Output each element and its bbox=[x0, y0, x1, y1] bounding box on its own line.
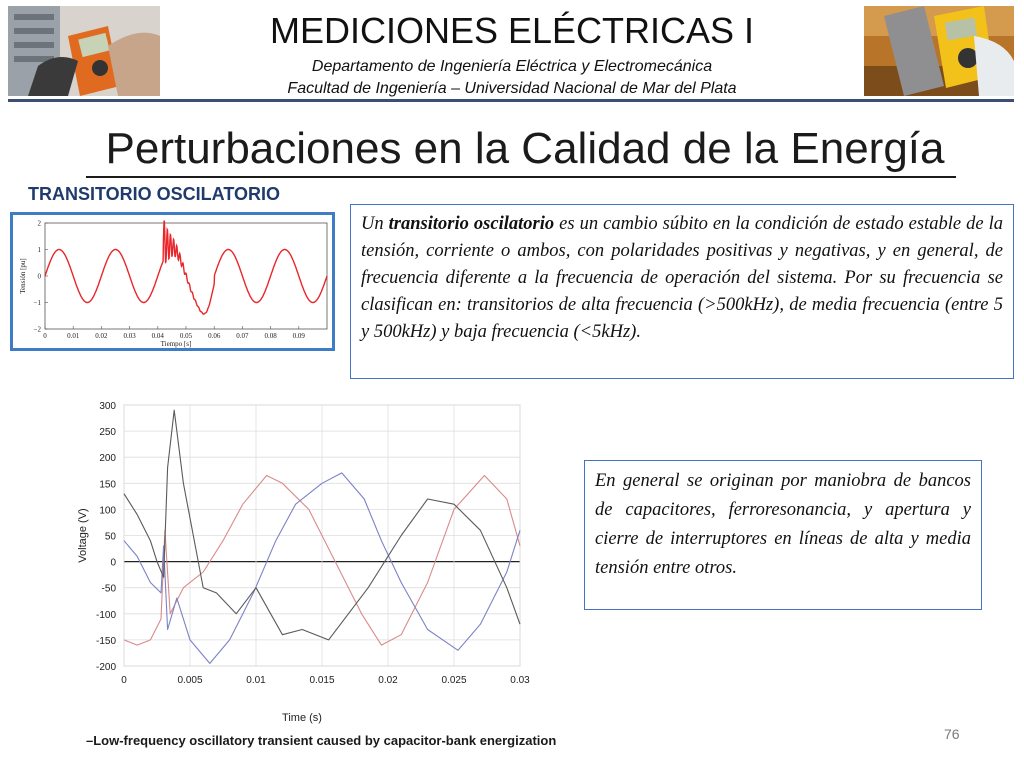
big-y-tick-label: 300 bbox=[99, 401, 116, 412]
big-x-tick-label: 0.02 bbox=[378, 675, 398, 686]
small-x-tick-label: 0.04 bbox=[151, 332, 164, 340]
big-x-tick-label: 0.03 bbox=[510, 675, 530, 686]
big-y-tick-label: -50 bbox=[101, 583, 116, 595]
small-x-tick-label: 0.08 bbox=[264, 332, 277, 340]
small-x-tick-label: 0 bbox=[43, 332, 47, 340]
slide-title: Perturbaciones en la Calidad de la Energía bbox=[105, 124, 945, 173]
big-y-tick-label: 0 bbox=[110, 557, 116, 569]
small-x-tick-label: 0.05 bbox=[179, 332, 193, 340]
small-x-tick-label: 0.09 bbox=[292, 332, 305, 340]
small-y-tick-label: −1 bbox=[33, 299, 41, 307]
small-x-axis-label: Tiempo [s] bbox=[160, 340, 192, 348]
big-y-tick-label: 200 bbox=[99, 453, 116, 465]
small-voltage-series-line bbox=[45, 221, 327, 315]
capacitor-transient-chart bbox=[66, 388, 536, 733]
big-y-tick-label: 100 bbox=[99, 505, 116, 517]
page-number: 76 bbox=[944, 726, 960, 742]
big-y-tick-label: 250 bbox=[99, 427, 116, 439]
definition-textbox bbox=[350, 204, 1014, 379]
big-y-axis-label: Voltage (V) bbox=[77, 508, 89, 563]
handheld-meter-photo bbox=[864, 6, 1014, 96]
big-y-tick-label: -100 bbox=[95, 609, 116, 621]
big-x-axis-label: Time (s) bbox=[282, 712, 322, 724]
definition-term: transitorio oscilatorio bbox=[388, 214, 555, 234]
big-x-tick-label: 0.01 bbox=[246, 675, 266, 686]
section-label: TRANSITORIO OSCILATORIO bbox=[28, 184, 281, 204]
small-transient-chart bbox=[10, 212, 335, 351]
big-y-tick-label: -150 bbox=[95, 635, 116, 647]
small-y-tick-label: 2 bbox=[37, 219, 41, 228]
small-y-tick-label: 0 bbox=[37, 272, 41, 281]
figure-caption: –Low-frequency oscillatory transient caused by capacitor-bank energization bbox=[86, 733, 557, 748]
big-x-tick-label: 0.005 bbox=[177, 675, 203, 686]
header-divider bbox=[8, 99, 1014, 102]
course-title: MEDICIONES ELÉCTRICAS I bbox=[269, 10, 755, 51]
small-chart-svg bbox=[13, 215, 332, 348]
multimeter-photo bbox=[8, 6, 160, 96]
small-x-tick-label: 0.07 bbox=[236, 332, 249, 340]
definition-lead: Un bbox=[361, 214, 384, 234]
small-y-tick-label: 1 bbox=[37, 246, 41, 254]
big-y-tick-label: 150 bbox=[99, 479, 116, 491]
causes-textbox bbox=[584, 460, 982, 610]
title-underline bbox=[86, 176, 956, 178]
big-y-tick-label: 50 bbox=[104, 531, 116, 543]
faculty-subtitle: Facultad de Ingeniería – Universidad Nacional de Mar del Plata bbox=[287, 80, 737, 97]
department-subtitle: Departamento de Ingeniería Eléctrica y Electromecánica bbox=[311, 58, 713, 75]
small-x-tick-label: 0.01 bbox=[67, 332, 80, 340]
definition-body: es un cambio súbito en la condición de estado estable de la tensión, corriente o ambos, con polaridades positivas y negativas, y en general, de frecuencia diferente a la frecuencia de operación del sistema. Por su frecuencia se clasifican en: transitorios de alta frecuencia (>500kHz), de media frecuencia (entre 5 y 500kHz) y baja frecuencia (<5kHz). bbox=[361, 214, 1004, 342]
causes-body: En general se originan por maniobra de bancos de capacitores, ferroresonancia, y apertura y cierre de interruptores en líneas de alta y media tensión entre otros. bbox=[595, 471, 971, 578]
big-x-tick-label: 0.025 bbox=[441, 675, 467, 686]
big-x-tick-label: 0.015 bbox=[309, 675, 335, 686]
small-x-tick-label: 0.02 bbox=[95, 332, 108, 340]
big-x-tick-label: 0 bbox=[121, 675, 127, 686]
big-y-tick-label: -200 bbox=[95, 662, 116, 673]
small-x-tick-label: 0.06 bbox=[208, 332, 221, 340]
small-y-tick-label: −2 bbox=[33, 325, 41, 334]
small-x-tick-label: 0.03 bbox=[123, 332, 136, 340]
small-y-axis-label: Tensión [pu] bbox=[19, 258, 27, 294]
